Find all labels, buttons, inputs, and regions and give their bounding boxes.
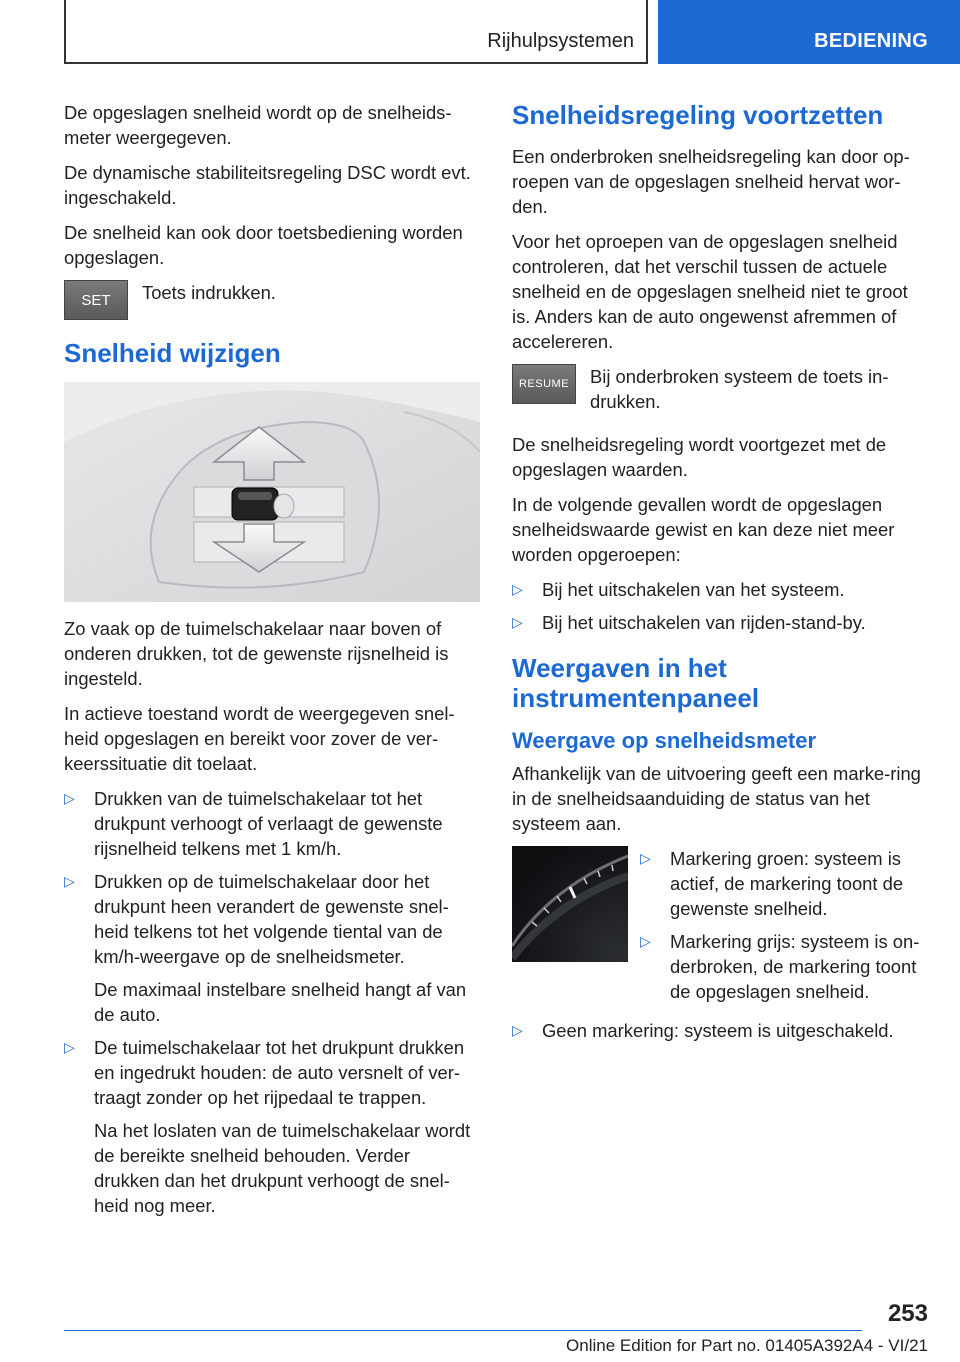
resume-key-row (512, 364, 928, 414)
triangle-bullet-icon: ▷ (64, 790, 75, 806)
list-item-text: Bij het uitschakelen van rijden-stand-by. (542, 612, 866, 633)
resume-key-instruction: Bij onderbroken systeem de toets in-drukken. (590, 366, 889, 412)
speedometer-marking-image (512, 846, 628, 962)
right-paragraph-3: De snelheidsregeling wordt voortgezet met de opgeslagen waarden. (512, 434, 887, 480)
right-paragraph-2: Voor het oproepen van de opgeslagen snelheid controleren, dat het verschil tussen de actuele snelheid en de opgeslagen snelheid niet te groot is. Anders kan de auto ongewenst afremmen of accelereren. (512, 231, 908, 352)
footer-divider (64, 1330, 862, 1331)
list-item-note: De maximaal instelbare snelheid hangt af van de auto. (94, 979, 467, 1025)
resume-key-image (512, 364, 576, 404)
header-section-box (64, 0, 648, 64)
header-chapter-tab (658, 0, 960, 64)
list-item-text: Bij het uitschakelen van het systeem. (542, 579, 845, 600)
triangle-bullet-icon: ▷ (64, 873, 75, 889)
triangle-bullet-icon: ▷ (64, 1039, 75, 1055)
set-key-image (64, 280, 128, 320)
triangle-bullet-icon: ▷ (512, 581, 523, 597)
left-column (64, 100, 480, 1226)
heading-speed-change: Snelheid wijzigen (64, 338, 281, 368)
list-item (64, 1035, 480, 1218)
left-bullet-list (64, 786, 480, 1218)
footer-edition-text: Online Edition for Part no. 01405A392A4 - VI/21 (566, 1336, 928, 1355)
resume-key-label: RESUME (518, 378, 570, 390)
list-item-text: Drukken van de tuimelschakelaar tot het drukpunt verhoogt of verlaagt de gewenste rijsnelheid telkens met 1 km/h. (94, 788, 443, 859)
left-paragraph-3: De snelheid kan ook door toetsbediening worden opgeslagen. (64, 222, 463, 268)
right-paragraph-4: In de volgende gevallen wordt de opgeslagen snelheidswaarde gewist en kan deze niet meer worden opgeroepen: (512, 494, 895, 565)
list-item-text: De tuimelschakelaar tot het drukpunt drukken en ingedrukt houden: de auto versnelt of ver-traagt zonder op het rijpedaal te trappen. (94, 1037, 465, 1108)
header-chapter-title: BEDIENING (814, 30, 928, 52)
left-paragraph-4: Zo vaak op de tuimelschakelaar naar boven of onderen drukken, tot de gewenste rijsnelheid is ingesteld. (64, 618, 449, 689)
set-key-row (64, 280, 480, 320)
speedometer-row (512, 846, 928, 1018)
triangle-bullet-icon: ▷ (640, 850, 651, 866)
right-column (512, 100, 928, 1051)
list-item (64, 869, 480, 1027)
left-paragraph-5: In actieve toestand wordt de weergegeven snel-heid opgeslagen en bereikt voor zover de ver-keerssituatie dit toelaat. (64, 703, 455, 774)
heading-continue-cruise: Snelheidsregeling voortzetten (512, 100, 884, 130)
list-item (640, 929, 928, 1004)
triangle-bullet-icon: ▷ (512, 1022, 523, 1038)
header-section-title: Rijhulpsystemen (487, 30, 634, 52)
list-item (512, 610, 928, 635)
left-paragraph-1: De opgeslagen snelheid wordt op de snelheids-meter weergegeven. (64, 102, 452, 148)
list-item (64, 786, 480, 861)
set-key-instruction: Toets indrukken. (142, 282, 276, 303)
steering-wheel-rocker-switch-image (64, 382, 480, 602)
set-key-label: SET (81, 291, 111, 309)
list-item (512, 577, 928, 602)
page-number: 253 (887, 1300, 928, 1327)
list-item-text: Drukken op de tuimelschakelaar door het drukpunt heen verandert de gewenste snel-heid telkens tot het volgende tiental van de km/h-weergave op de snelheidsmeter. (94, 871, 449, 967)
triangle-bullet-icon: ▷ (512, 614, 523, 630)
list-item (640, 846, 928, 921)
list-item-text: Markering grijs: systeem is on-derbroken, de markering toont de opgeslagen snelheid. (670, 931, 920, 1002)
triangle-bullet-icon: ▷ (640, 933, 651, 949)
list-item (512, 1018, 928, 1043)
right-paragraph-1: Een onderbroken snelheidsregeling kan door op-roepen van de opgeslagen snelheid hervat wor-den. (512, 146, 910, 217)
marking-bullet-list (640, 846, 928, 1012)
heading-speedometer-display: Weergave op snelheidsmeter (512, 728, 817, 753)
final-bullet-list (512, 1018, 928, 1043)
left-paragraph-2: De dynamische stabiliteitsregeling DSC wordt evt. ingeschakeld. (64, 162, 471, 208)
list-item-text: Geen markering: systeem is uitgeschakeld. (542, 1020, 894, 1041)
list-item-text: Markering groen: systeem is actief, de markering toont de gewenste snelheid. (670, 848, 904, 919)
right-bullet-list (512, 577, 928, 635)
heading-instrument-displays: Weergaven in het instrumentenpaneel (512, 653, 760, 713)
list-item-note: Na het loslaten van de tuimelschakelaar wordt de bereikte snelheid behouden. Verder drukken dan het drukpunt verhoogt de snel-heid nog meer. (94, 1120, 471, 1216)
right-paragraph-5: Afhankelijk van de uitvoering geeft een marke-ring in de snelheidsaanduiding de status van het systeem aan. (512, 763, 921, 834)
